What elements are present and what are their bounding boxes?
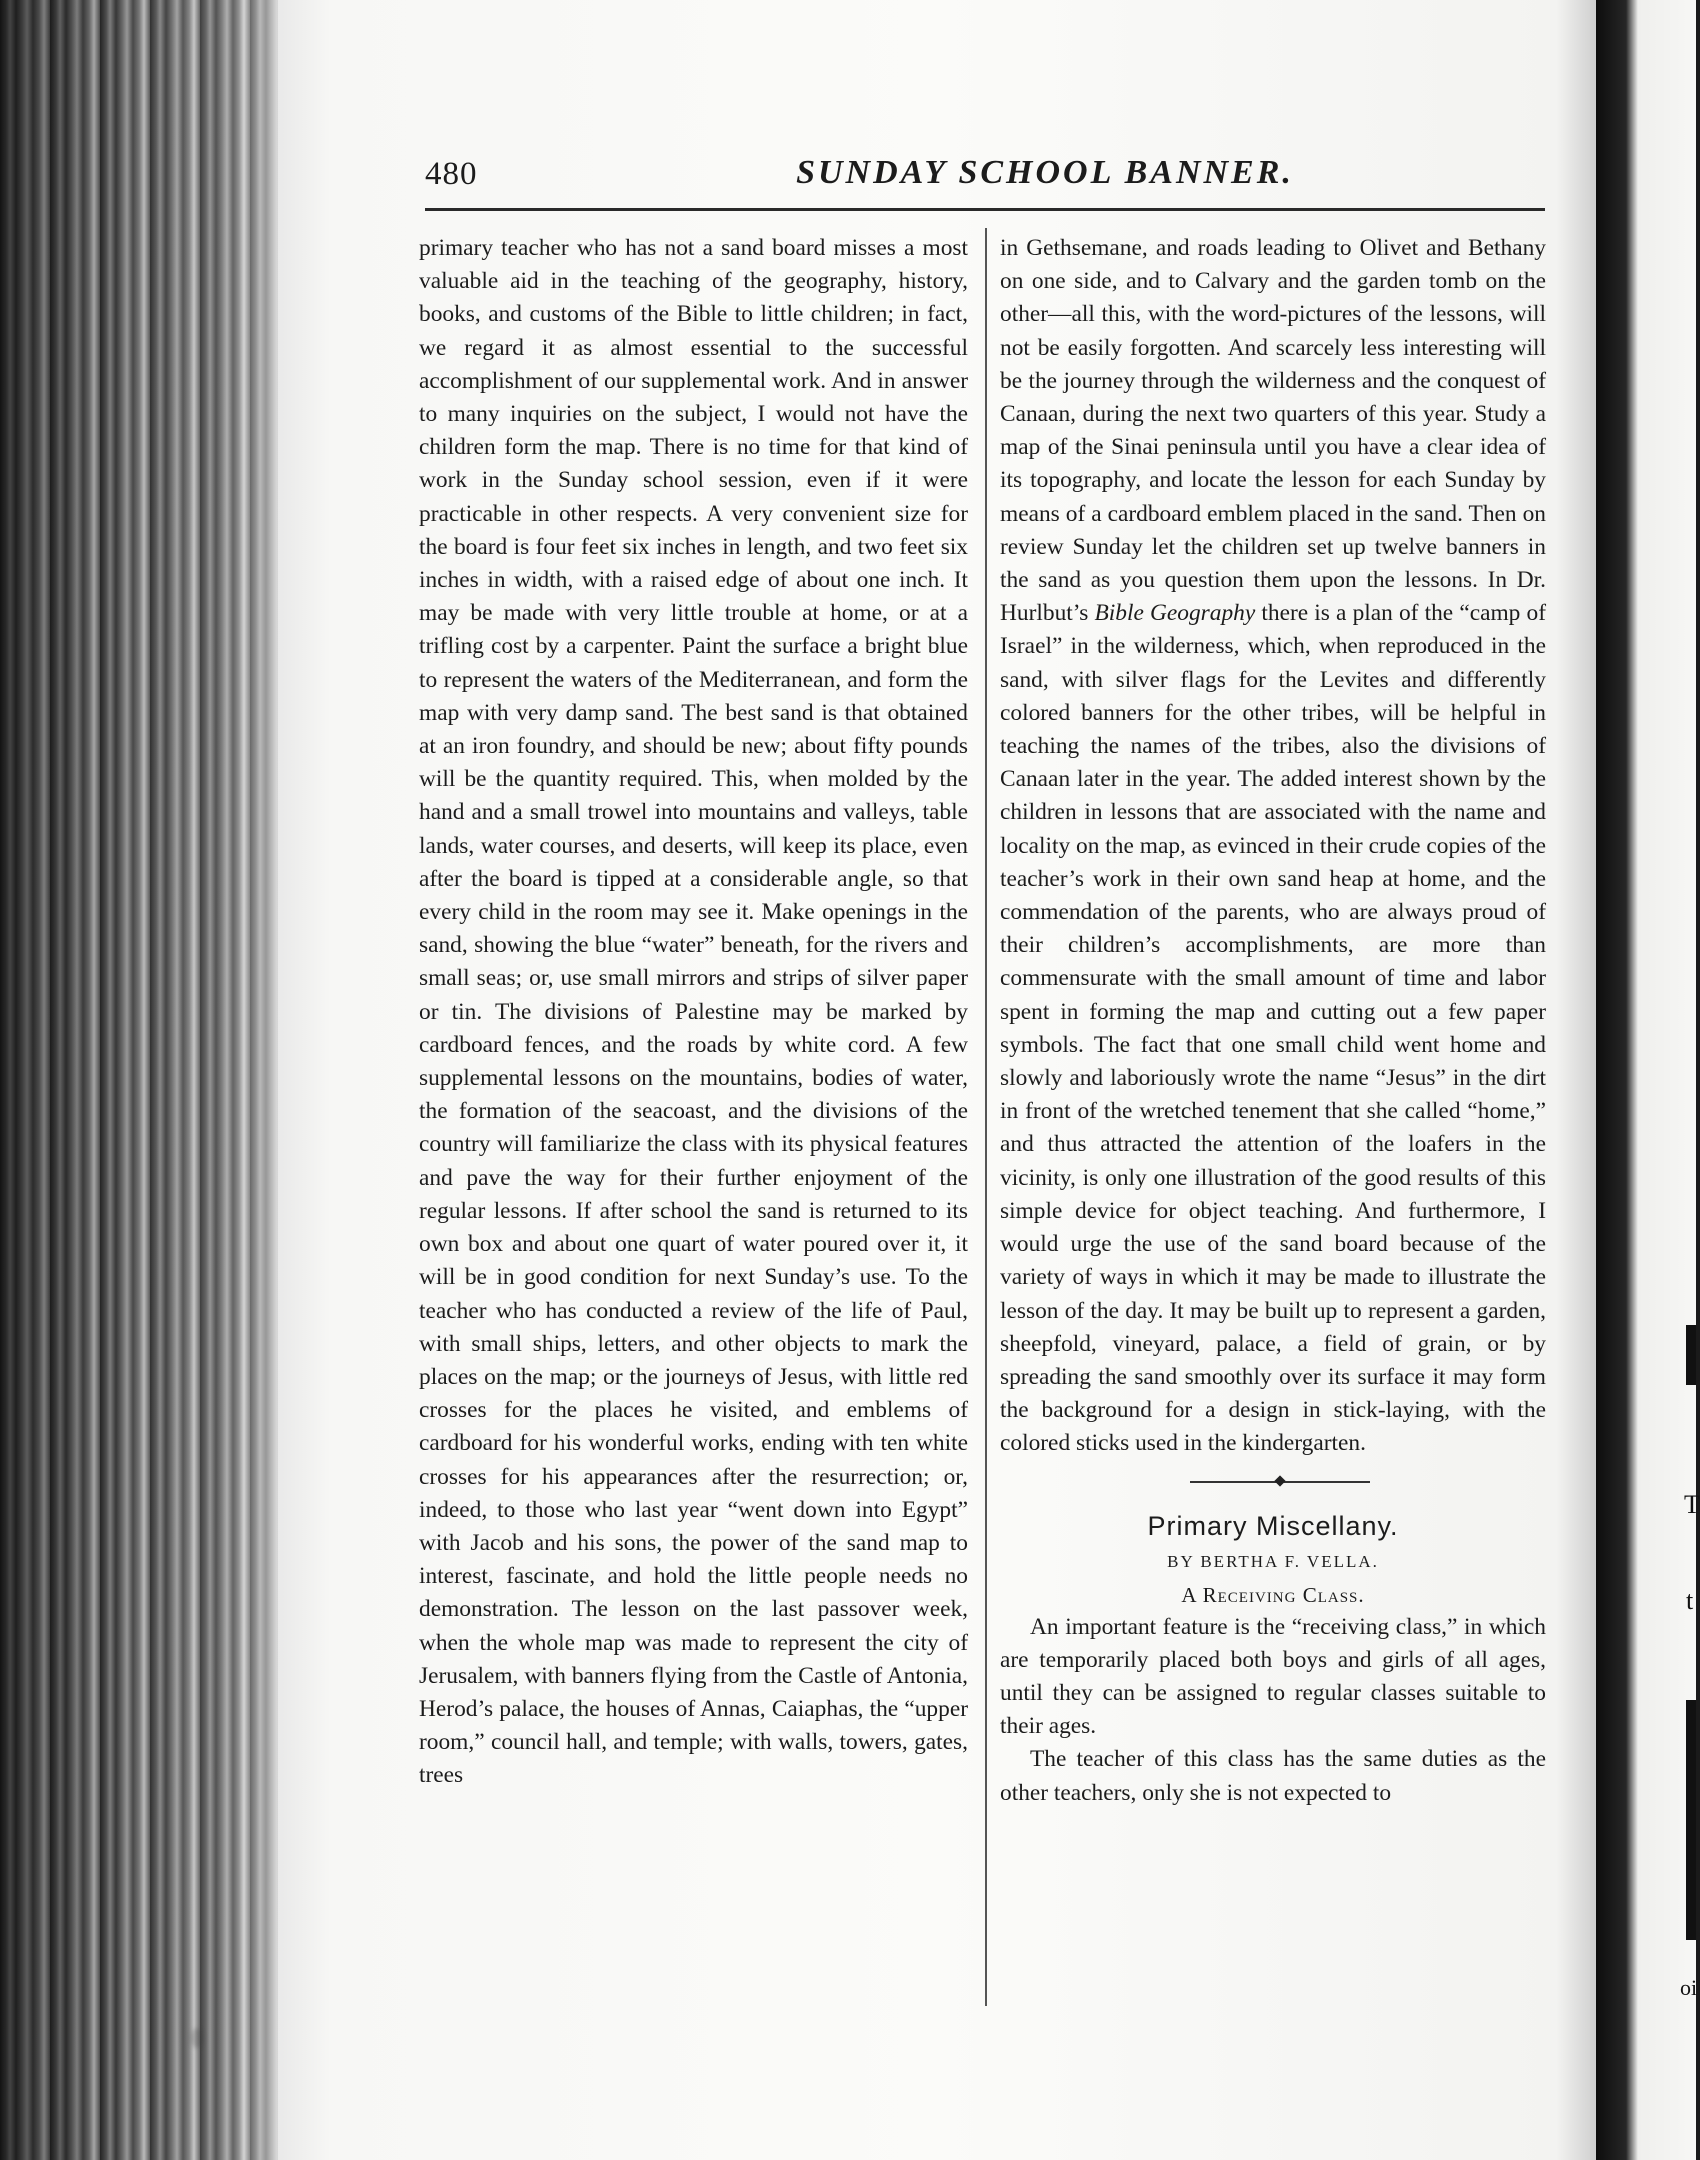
facing-page-fragment: oi [1680,1975,1698,2000]
journal-title: SUNDAY SCHOOL BANNER. [796,154,1294,191]
facing-page-fragment: T [1684,1490,1700,1519]
header-rule [425,208,1545,211]
page-number: 480 [425,156,478,192]
facing-page-mark [1686,1700,1696,1940]
running-head [425,150,1545,200]
facing-page-edge [1596,0,1696,2160]
paper-smudge [191,2028,203,2048]
section-ornament [1000,1467,1546,1503]
paragraph-text: there is a plan of the “camp of Israel” in the wilderness, which, when reproduced in the sand, with silver flags for the Levites and differently colored banners for the other tribes, will be helpful in teaching the names of the tribes, also the divisions of Canaan later in the year. The added interest shown by the children in lessons that are associated with the name and locality on the map, as evinced in their crude copies of the teacher’s work in their own sand heap at home, and the commendation of the parents, who are always proud of their children’s accomplishments, are more than commensurate with the small amount of time and labor spent in forming the map and cutting out a few paper symbols. The fact that one small child went home and slowly and laboriously wrote the name “Jesus” in the dirt in front of the wretched tenement that she called “home,” and thus attracted the attention of the loafers in the vicinity, is only one illustration of the good results of this simple device for object teaching. And furthermore, I would urge the use of the sand board because of the variety of ways in which it may be made to illustrate the lesson of the day. It may be built up to represent a garden, sheepfold, vineyard, palace, a field of grain, or by spreading the sand smoothly over its surface it may form the background for a design in stick-laying, with the colored sticks used in the kindergarten. [1000,600,1546,1457]
column-divider [985,228,987,2006]
binding-shadow [0,0,278,2160]
body-paragraph: An important feature is the “receiving class,” in which are temporarily placed both boys and girls of all ages, until they can be assigned to regular classes suitable to their ages. [1000,1613,1546,1740]
section-title: Primary Miscellany. [1147,1510,1399,1541]
facing-page-mark [1686,1325,1696,1385]
facing-page-fragment: t [1686,1586,1694,1615]
body-paragraph: The teacher of this class has the same duties as the other teachers, only she is not expected to [1000,1746,1546,1806]
paragraph-text: in Gethsemane, and roads leading to Olivet and Bethany on one side, and to Calvary and the garden tomb on the other—all this, with the word-pictures of the lessons, will not be easily forgotten. And scarcely less interesting will be the journey through the wilderness and the conquest of Canaan, during the next two quarters of this year. Study a map of the Sinai peninsula until you have a clear idea of its topography, and locate the lesson for each Sunday by means of a cardboard emblem placed in the sand. Then on review Sunday let the children set up twelve banners in the sand as you question them upon the lessons. In Dr. Hurlbut’s [1000,235,1546,627]
subheading: A Receiving Class. [1181,1582,1365,1607]
right-column [1000,232,1546,1810]
ornament-diamond [1274,1475,1285,1486]
byline: BY BERTHA F. VELLA. [1167,1551,1379,1571]
body-paragraph [1000,232,1546,1461]
body-paragraph: primary teacher who has not a sand board misses a most valuable aid in the teaching of the geography, history, books, and customs of the Bible to little children; in fact, we regard it as almost essential to the successful accomplishment of our supplemental work. And in answer to many inquiries on the subject, I would not have the children form the map. There is no time for that kind of work in the Sunday school session, even if it were practicable in other respects. A very convenient size for the board is four feet six inches in length, and two feet six inches in width, with a raised edge of about one inch. It may be made with very little trouble at home, or at a trifling cost by a carpenter. Paint the surface a bright blue to represent the waters of the Mediterranean, and form the map with very damp sand. The best sand is that obtained at an iron foundry, and should be new; about fifty pounds will be the quantity required. This, when molded by the hand and a small trowel into mountains and valleys, table lands, water courses, and deserts, will keep its place, even after the board is tipped at a considerable angle, so that every child in the room may see it. Make openings in the sand, showing the blue “water” beneath, for the rivers and small seas; or, use small mirrors and strips of silver paper or tin. The divisions of Palestine may be marked by cardboard fences, and the roads by white cord. A few supplemental lessons on the mountains, bodies of water, the formation of the seacoast, and the divisions of the country will familiarize the class with its physical features and pave the way for their further enjoyment of the regular lessons. If after school the sand is returned to its own box and about one quart of water poured over it, it will be in good condition for next Sunday’s use. To the teacher who has conducted a review of the life of Paul, with small ships, letters, and other objects to mark the places on the map; or the journeys of Jesus, with little red crosses for the places he visited, and emblems of cardboard for his wonderful works, ending with ten white crosses for his appearances after the resurrection; or, indeed, to those who last year “went down into Egypt” with Jacob and his sons, the power of the sand map to interest, fascinate, and hold the little people needs no demonstration. The lesson on the last passover week, when the whole map was made to represent the city of Jerusalem, with banners flying from the Castle of Antonia, Herod’s palace, the houses of Annas, Caiaphas, the “upper room,” council hall, and temple; with walls, towers, gates, trees [419,235,968,1789]
left-column [419,232,968,1793]
book-title: Bible Geography [1094,600,1256,627]
